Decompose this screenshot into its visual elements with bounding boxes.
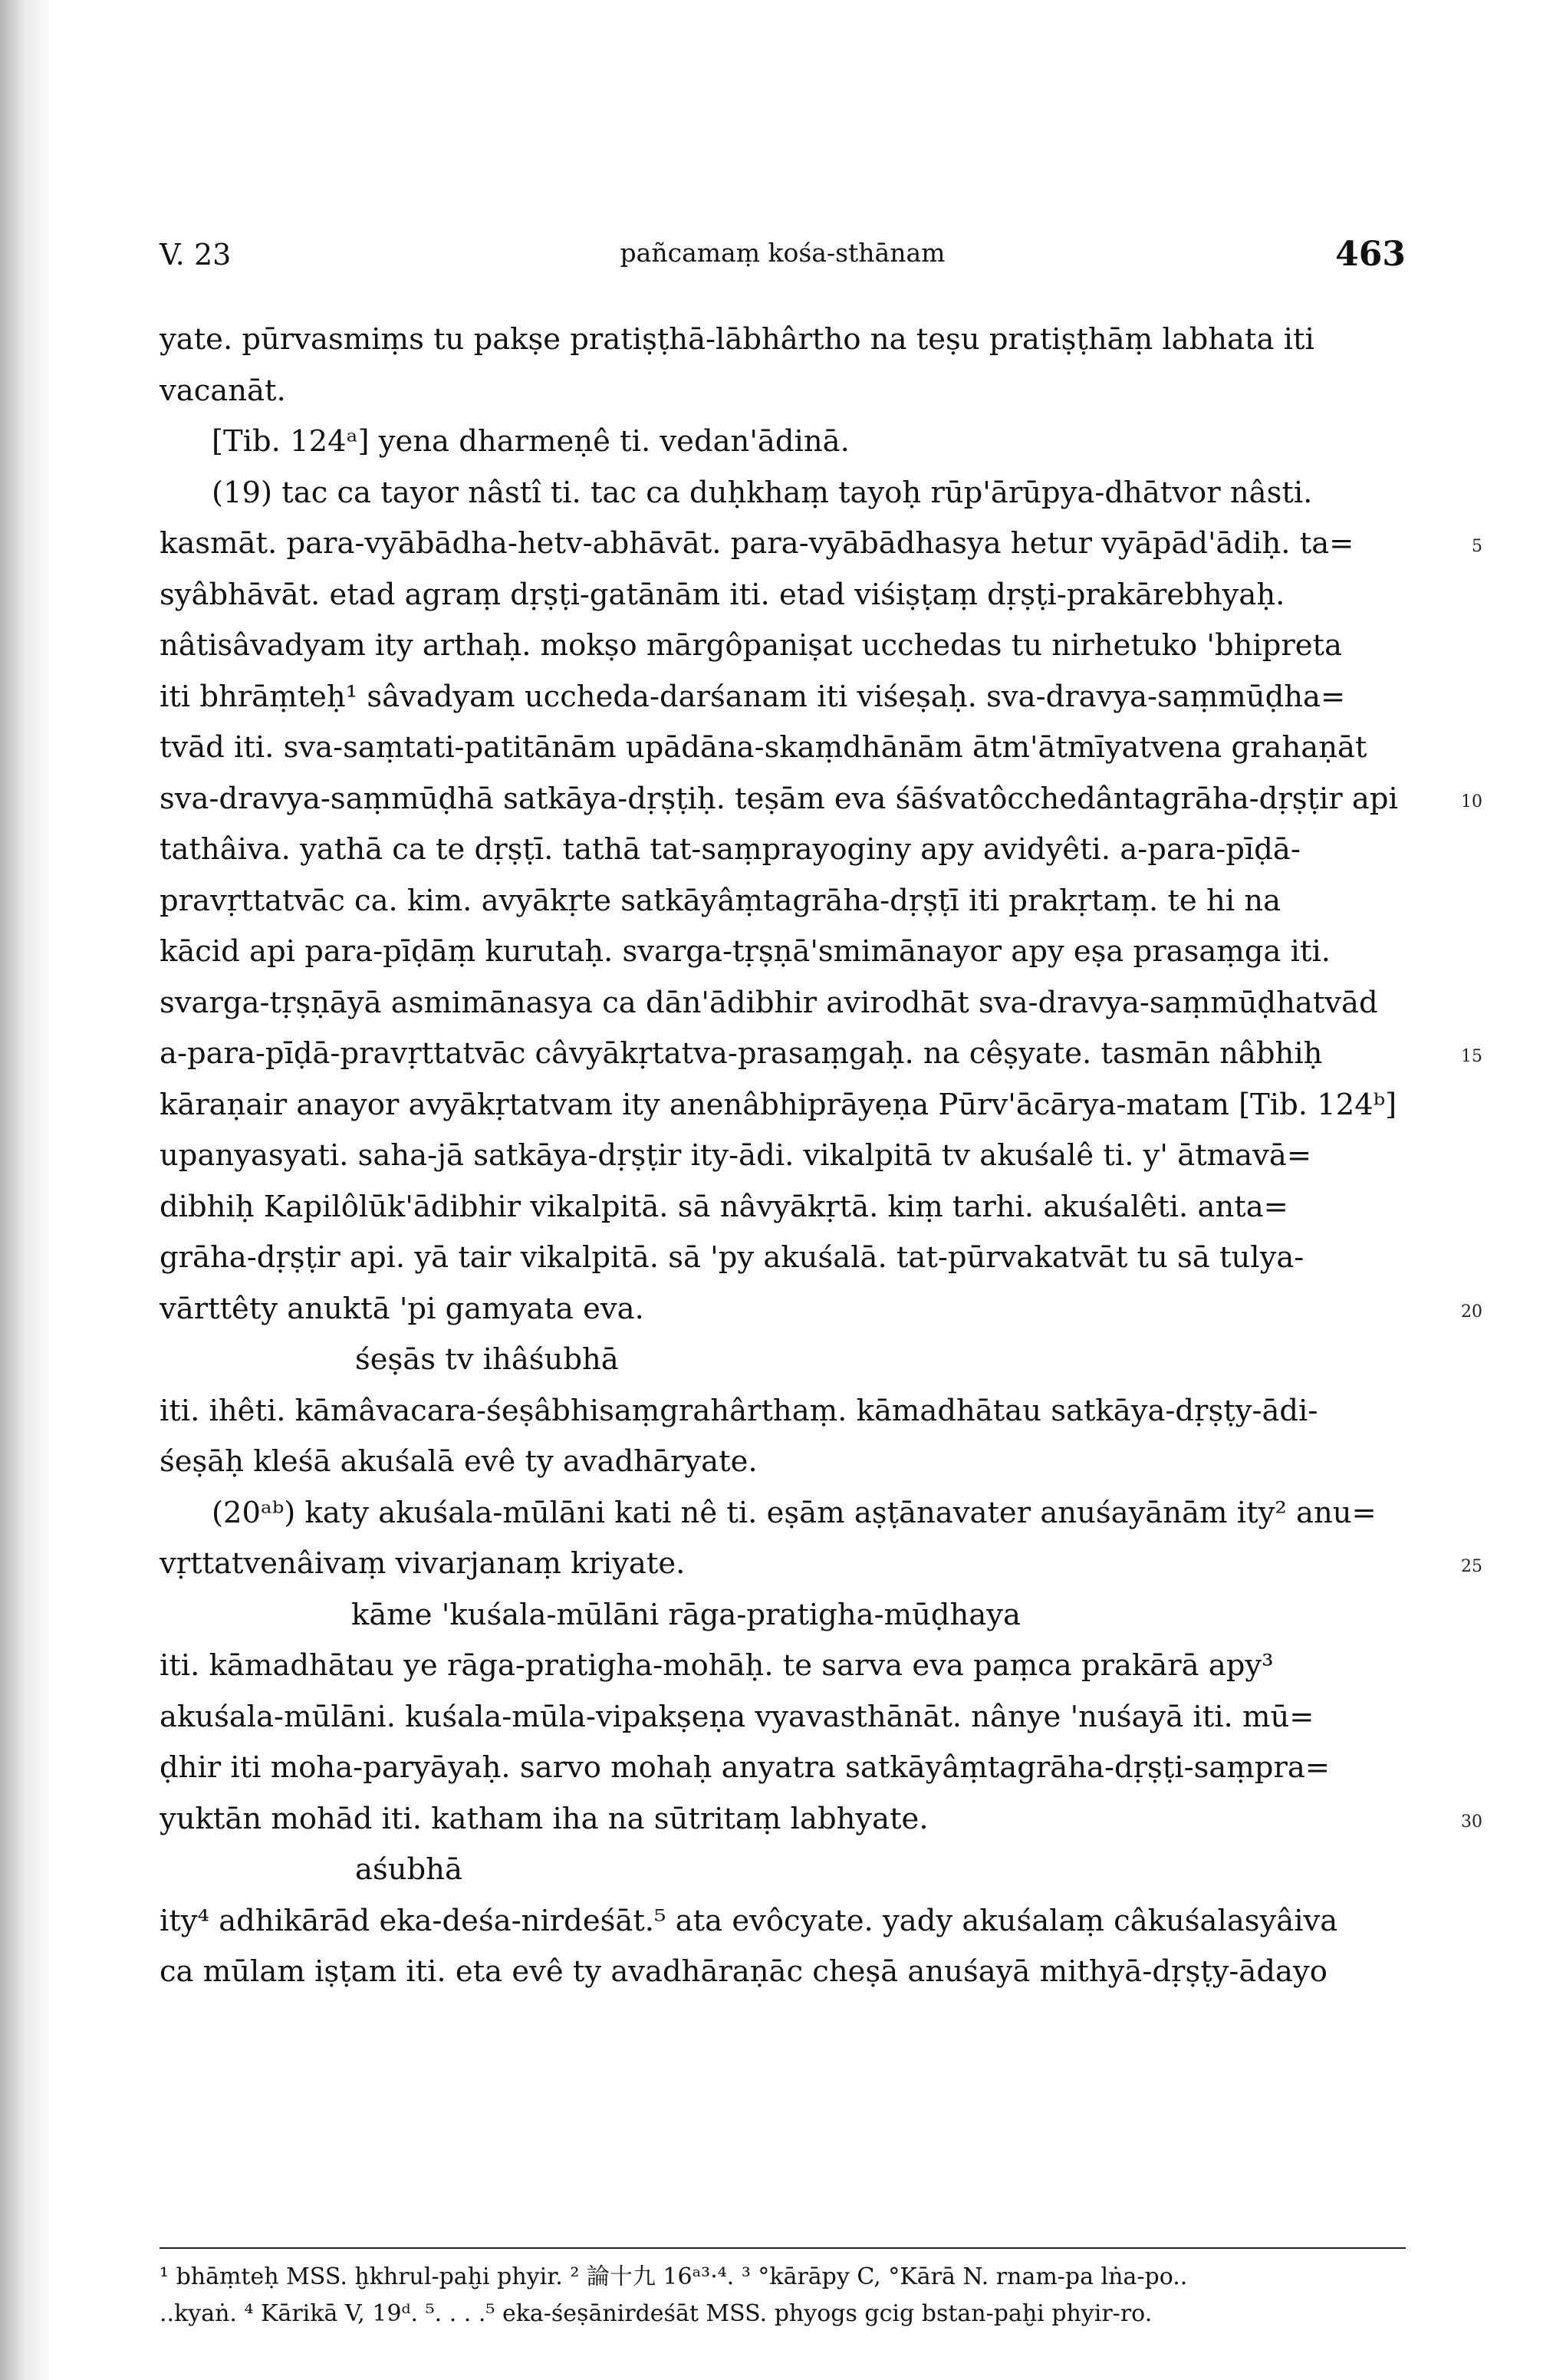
text-line: [160, 1896, 1406, 1947]
text-line-content: śeṣāḥ kleśā akuśalā evê ty avadhāryate.: [160, 1444, 758, 1479]
text-line: [160, 1284, 1482, 1335]
text-line: [160, 672, 1406, 723]
text-line: [160, 518, 1482, 570]
text-line-content: nâtisâvadyam ity arthaḥ. mokṣo mārgôpaniṣat ucchedas tu nirhetuko 'bhipreta: [160, 628, 1342, 663]
text-line: [160, 1590, 1406, 1641]
scan-edge-shadow: [0, 0, 54, 2380]
text-line-content: a-para-pīḍā-pravṛttatvāc câvyākṛtatva-prasaṃgaḥ. na cêṣyate. tasmān nâbhiḥ: [160, 1036, 1323, 1071]
line-number: 15: [1461, 1047, 1482, 1066]
text-line: [160, 774, 1482, 825]
text-line: [160, 1182, 1406, 1233]
text-line-content: yuktān mohād iti. katham iha na sūtritaṃ labhyate.: [160, 1801, 929, 1836]
text-line-content: vacanāt.: [160, 373, 286, 408]
text-line: [160, 468, 1406, 519]
text-line: [160, 723, 1406, 774]
text-line-content: ca mūlam iṣṭam iti. eta evê ty avadhāraṇāc cheṣā anuśayā mithyā-dṛṣṭy-ādayo: [160, 1954, 1327, 1989]
footnote-line: ¹ bhāṃteḥ MSS. ḫkhrul-paḫi phyir. ² 論十九 16ᵃ³·⁴. ³ °kārāpy C, °Kārā N. rnam-pa lṅa-po..: [160, 2263, 1188, 2290]
text-line-content: grāha-dṛṣṭir api. yā tair vikalpitā. sā 'py akuśalā. tat-pūrvakatvāt tu sā tulya-: [160, 1240, 1304, 1275]
text-line: [160, 1437, 1406, 1488]
text-line-content: iti. ihêti. kāmâvacara-śeṣâbhisaṃgrahârthaṃ. kāmadhātau satkāya-dṛṣṭy-ādi-: [160, 1393, 1318, 1428]
text-line: [160, 1947, 1406, 1998]
text-line-content: (19) tac ca tayor nâstî ti. tac ca duḥkhaṃ tayoḥ rūp'ārūpya-dhātvor nâsti.: [212, 475, 1313, 510]
text-line: [160, 1539, 1482, 1590]
text-line: [160, 314, 1406, 366]
text-line: [160, 1386, 1406, 1437]
text-line-content: kāme 'kuśala-mūlāni rāga-pratigha-mūḍhaya: [351, 1597, 1021, 1632]
text-line-content: svarga-tṛṣṇāyā asmimānasya ca dān'ādibhir avirodhāt sva-dravya-saṃmūḍhatvād: [160, 985, 1378, 1020]
text-line-content: vārttêty anuktā 'pi gamyata eva.: [160, 1291, 644, 1326]
text-line: [160, 570, 1406, 621]
text-line: [160, 927, 1406, 978]
text-line-content: kācid api para-pīḍāṃ kurutaḥ. svarga-tṛṣṇā'smimānayor apy eṣa prasaṃga iti.: [160, 934, 1331, 969]
text-line: [160, 978, 1406, 1029]
text-line: [160, 366, 1406, 417]
text-line: [160, 1029, 1482, 1080]
footnote-rule: [160, 2247, 1406, 2249]
running-title: pañcamaṃ kośa-sthānam: [620, 238, 946, 268]
text-line-content: (20ᵃᵇ) katy akuśala-mūlāni kati nê ti. eṣām aṣṭānavater anuśayānām ity² anu=: [212, 1495, 1377, 1530]
footnote-line: ..kyaṅ. ⁴ Kārikā V, 19ᵈ. ⁵. . . .⁵ eka-śeṣānirdeśāt MSS. phyogs gcig bstan-paḫi phyir-ro.: [160, 2300, 1153, 2327]
line-number: 5: [1472, 537, 1482, 556]
text-line-content: yate. pūrvasmiṃs tu pakṣe pratiṣṭhā-lābhârtho na teṣu pratiṣṭhāṃ labhata iti: [160, 322, 1314, 357]
text-line-content: akuśala-mūlāni. kuśala-mūla-vipakṣeṇa vyavasthānāt. nânye 'nuśayā iti. mū=: [160, 1699, 1314, 1734]
line-number: 10: [1461, 792, 1482, 811]
text-line-content: upanyasyati. saha-jā satkāya-dṛṣṭir ity-ādi. vikalpitā tv akuśalê ti. y' ātmavā=: [160, 1138, 1312, 1173]
text-line: [160, 1845, 1406, 1896]
text-line-content: sva-dravya-saṃmūḍhā satkāya-dṛṣṭiḥ. teṣām eva śāśvatôcchedântagrāha-dṛṣṭir api: [160, 781, 1398, 816]
text-line-content: syâbhāvāt. etad agraṃ dṛṣṭi-gatānām iti. etad viśiṣṭaṃ dṛṣṭi-prakārebhyaḥ.: [160, 577, 1285, 612]
text-line-content: iti. kāmadhātau ye rāga-pratigha-mohāḥ. te sarva eva paṃca prakārā apy³: [160, 1648, 1274, 1683]
text-line: [160, 1692, 1406, 1743]
line-number: 30: [1461, 1812, 1482, 1832]
text-line-content: vṛttatvenâivaṃ vivarjanaṃ kriyate.: [160, 1546, 686, 1581]
text-line-content: iti bhrāṃteḥ¹ sâvadyam uccheda-darśanam iti viśeṣaḥ. sva-dravya-saṃmūḍha=: [160, 679, 1346, 714]
page-header: [160, 230, 1406, 284]
text-line: [160, 1335, 1406, 1386]
text-line: [160, 621, 1406, 672]
text-line: [160, 416, 1406, 468]
text-line: [160, 876, 1406, 927]
page-number: 463: [1335, 235, 1406, 274]
text-line: [160, 1131, 1406, 1182]
text-line: [160, 1233, 1406, 1284]
text-line: [160, 825, 1406, 876]
main-text: [160, 314, 1482, 1998]
text-line: [160, 1080, 1406, 1131]
text-line-content: dibhiḥ Kapilôlūk'ādibhir vikalpitā. sā nâvyākṛtā. kiṃ tarhi. akuśalêti. anta=: [160, 1189, 1288, 1224]
text-line: [160, 1488, 1406, 1539]
text-line-content: tathâiva. yathā ca te dṛṣṭī. tathā tat-saṃprayoginy apy avidyêti. a-para-pīḍā-: [160, 832, 1301, 867]
text-line: [160, 1641, 1406, 1692]
line-number: 20: [1461, 1302, 1482, 1322]
text-line-content: tvād iti. sva-saṃtati-patitānām upādāna-skaṃdhānām ātm'ātmīyatvena grahaṇāt: [160, 730, 1367, 765]
text-line-content: ity⁴ adhikārād eka-deśa-nirdeśāt.⁵ ata evôcyate. yady akuśalaṃ câkuśalasyâiva: [160, 1903, 1338, 1938]
text-line-content: pravṛttatvāc ca. kim. avyākṛte satkāyâṃtagrāha-dṛṣṭī iti prakṛtaṃ. te hi na: [160, 883, 1281, 918]
text-line-content: kāraṇair anayor avyākṛtatvam ity anenâbhiprāyeṇa Pūrv'ācārya-matam [Tib. 124ᵇ]: [160, 1087, 1397, 1122]
line-number: 25: [1461, 1557, 1482, 1576]
text-line-content: ḍhir iti moha-paryāyaḥ. sarvo mohaḥ anyatra satkāyâṃtagrāha-dṛṣṭi-saṃpra=: [160, 1750, 1331, 1785]
text-line-content: [Tib. 124ᵃ] yena dharmeṇê ti. vedan'ādinā.: [212, 424, 850, 459]
chapter-verse-ref: V. 23: [160, 238, 232, 272]
text-line-content: kasmāt. para-vyābādha-hetv-abhāvāt. para-vyābādhasya hetur vyāpād'ādiḥ. ta=: [160, 526, 1354, 561]
text-line-content: aśubhā: [355, 1852, 462, 1887]
footnotes: [160, 2259, 1417, 2332]
text-line: [160, 1794, 1482, 1845]
text-line-content: śeṣās tv ihâśubhā: [355, 1342, 619, 1377]
text-line: [160, 1743, 1406, 1794]
